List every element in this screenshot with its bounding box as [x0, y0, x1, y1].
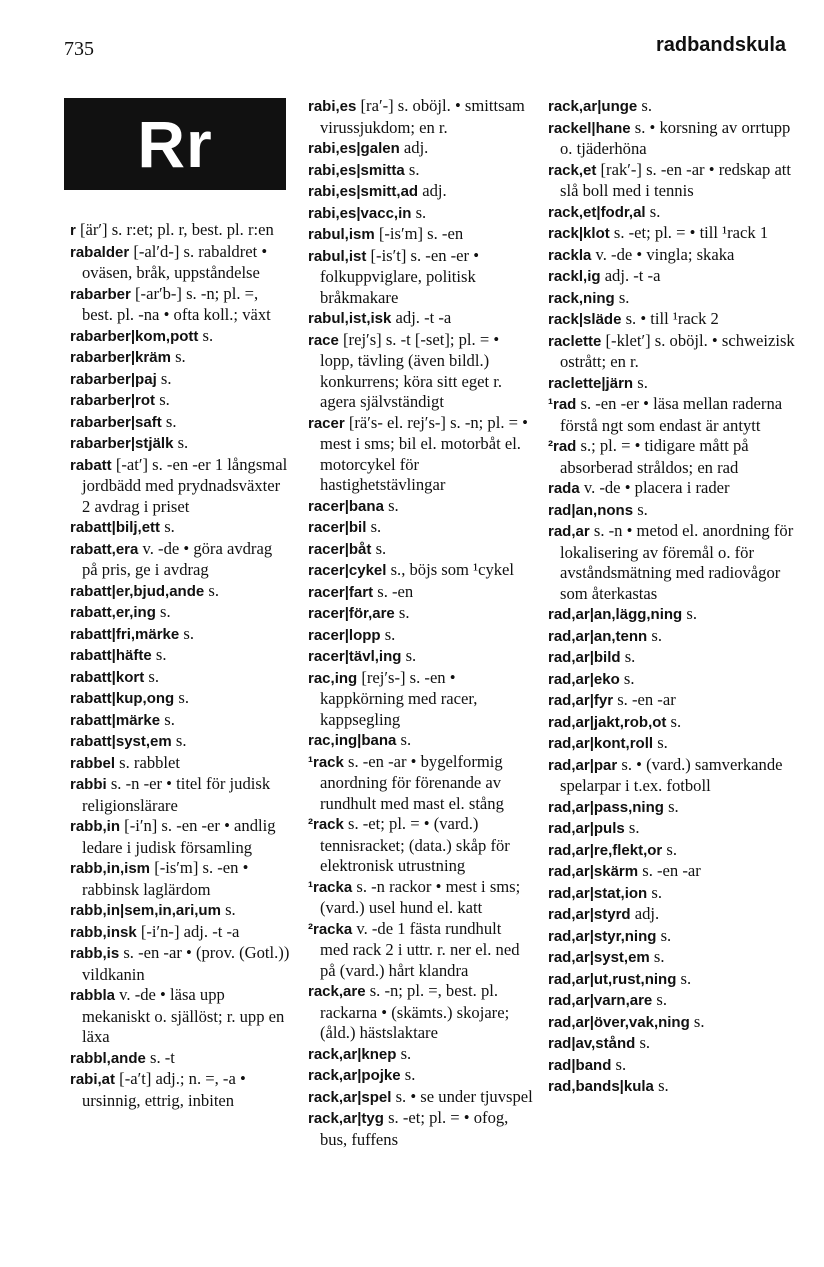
dictionary-entry	[308, 496, 534, 518]
dictionary-entry	[70, 433, 290, 455]
entry-headword: raclette	[548, 332, 602, 350]
entry-definition: s.; pl. = • tidigare mått på absorberad stråldos; en rad	[560, 436, 749, 477]
dictionary-entry	[308, 160, 534, 182]
entry-definition: v. -de • placera i rader	[583, 478, 730, 497]
entry-definition: s. -en -ar	[642, 861, 701, 880]
dictionary-entry	[548, 797, 796, 819]
entry-headword: rack,ning	[548, 289, 615, 307]
entry-definition: [-at′] s. -en -er 1 långsmal jordbädd med prydnadsväxter 2 avdrag i priset	[82, 454, 288, 516]
section-letter-block	[64, 98, 286, 190]
dictionary-entry	[308, 603, 534, 625]
entry-headword: rabatt|bilj,ett	[70, 519, 161, 536]
entry-headword: rad,ar|bild	[548, 649, 621, 666]
entry-headword: racer|för,are	[308, 605, 395, 622]
dictionary-entry	[548, 755, 796, 797]
entry-definition: s.	[370, 517, 382, 536]
entry-headword: rad,ar	[548, 523, 590, 540]
dictionary-entry	[70, 943, 290, 985]
entry-definition: [rak′-] s. -en -ar • redskap att slå boll med i tennis	[560, 159, 792, 200]
entry-headword: rabul,ism	[308, 226, 375, 243]
entry-definition: [-i′n] s. -en -er • andlig ledare i judisk församling	[82, 816, 276, 857]
entry-definition: s.	[400, 730, 412, 749]
dictionary-entry	[548, 118, 796, 160]
dictionary-entry	[70, 390, 290, 412]
entry-headword: rabb,insk	[70, 923, 137, 941]
entry-headword: rack|släde	[548, 311, 622, 328]
dictionary-entry	[308, 413, 534, 496]
entry-definition: s. -en	[377, 581, 414, 601]
entry-definition: adj.	[403, 138, 429, 157]
dictionary-entry	[308, 752, 534, 815]
entry-definition: s.	[183, 623, 195, 643]
entry-definition: s.	[637, 499, 648, 519]
entry-headword: rabarber|rot	[70, 392, 156, 409]
dictionary-entry	[70, 753, 290, 775]
dictionary-entry	[70, 731, 290, 753]
entry-definition: adj.	[634, 904, 660, 923]
dictionary-entry	[548, 712, 796, 734]
entry-definition: adj.	[422, 181, 447, 200]
dictionary-entry	[548, 223, 796, 245]
dictionary-entry	[308, 1108, 534, 1150]
entry-headword: rabarber	[70, 285, 131, 303]
dictionary-entry	[548, 647, 796, 669]
entry-definition: [rej′s] s. -t [-set]; pl. = • lopp, tävling (även bildl.) konkurrens; köra sitt eget r. agera självständigt	[320, 329, 503, 411]
entry-headword: race	[308, 331, 339, 349]
entry-definition: s.	[651, 882, 662, 902]
entry-headword: rabbi	[70, 776, 107, 793]
entry-definition: s.	[618, 287, 630, 307]
entry-definition: [-is′m] s. -en	[378, 224, 464, 243]
entry-headword: racer|bil	[308, 519, 367, 536]
dictionary-entry	[308, 181, 534, 203]
dictionary-entry	[548, 626, 796, 648]
entry-definition: s.	[177, 433, 189, 452]
entry-definition: [-al′d-] s. rabaldret • oväsen, bråk, uppståndelse	[82, 241, 268, 282]
entry-definition: [-ar′b-] s. -n; pl. =, best. pl. -na • ofta koll.; växt	[82, 283, 271, 324]
entry-headword: rack,et|fodr,al	[548, 203, 646, 221]
entry-definition: s.	[670, 711, 682, 731]
entry-definition: s.	[155, 645, 167, 664]
dictionary-entry	[70, 369, 290, 391]
dictionary-entry	[70, 539, 290, 581]
entry-headword: rad,ar|styrd	[548, 906, 631, 923]
entry-headword: rack,ar|tyg	[308, 1110, 384, 1127]
entry-headword: rad,ar|jakt,rob,ot	[548, 713, 667, 731]
dictionary-entry	[548, 436, 796, 478]
dictionary-entry	[548, 245, 796, 267]
entry-definition: s.	[680, 968, 692, 988]
dictionary-entry	[70, 326, 290, 348]
entry-headword: rackla	[548, 246, 592, 264]
entry-definition: s.	[148, 666, 159, 686]
entry-headword: rac,ing	[308, 669, 358, 687]
entry-headword: rabatt|kort	[70, 668, 145, 686]
dictionary-entry	[548, 373, 796, 395]
entry-definition: [-i′n-] adj. -t -a	[140, 921, 240, 941]
dictionary-entry	[308, 224, 534, 246]
entry-definition: adj. -t -a	[604, 266, 661, 285]
entry-headword: rabarber|saft	[70, 413, 162, 431]
dictionary-entry	[308, 246, 534, 309]
entry-headword: ²rack	[308, 816, 344, 833]
dictionary-entry	[70, 1069, 290, 1111]
dictionary-entry	[548, 1033, 796, 1055]
dictionary-entry	[548, 478, 796, 500]
entry-headword: rad,ar|skärm	[548, 863, 639, 880]
entry-headword: rad,ar|fyr	[548, 692, 614, 709]
entry-definition: [-klet′] s. oböjl. • schweizisk ostrått; en r.	[560, 330, 795, 371]
entry-definition: s.	[641, 96, 653, 115]
entry-headword: rack,et	[548, 161, 597, 179]
entry-definition: s.	[225, 900, 236, 919]
entry-headword: rada	[548, 480, 580, 497]
dictionary-entry	[548, 604, 796, 626]
dictionary-entry	[308, 1087, 534, 1109]
entry-headword: rabatt,era	[70, 540, 139, 558]
entry-definition: v. -de • läsa upp mekaniskt o. själlöst; r. upp en läxa	[82, 985, 285, 1046]
entry-headword: rabarber|stjälk	[70, 435, 174, 452]
entry-headword: rad|an,nons	[548, 501, 634, 519]
entry-headword: rabatt|häfte	[70, 647, 152, 664]
entry-headword: rabarber|paj	[70, 370, 157, 388]
entry-headword: rad,ar|varn,are	[548, 992, 653, 1009]
entry-definition: v. -de • göra avdrag på pris, ge i avdrag	[82, 538, 273, 579]
entry-headword: racer|bana	[308, 497, 384, 515]
entry-headword: ²racka	[308, 920, 353, 938]
entry-definition: s.	[388, 495, 399, 515]
entry-definition: [är′] s. r:et; pl. r, best. pl. r:en	[80, 220, 274, 239]
column-1	[70, 220, 290, 1111]
entry-definition: s.	[160, 368, 172, 388]
entry-headword: rack,ar|knep	[308, 1045, 397, 1063]
dictionary-entry	[70, 816, 290, 858]
entry-headword: rad|band	[548, 1056, 612, 1074]
entry-definition: s.	[384, 624, 396, 644]
dictionary-entry	[548, 1012, 796, 1034]
entry-definition: s. -et; pl. = • ofog, bus, fuffens	[320, 1108, 509, 1149]
entry-definition: s.	[164, 517, 175, 536]
dictionary-entry	[308, 668, 534, 731]
dictionary-entry	[70, 412, 290, 434]
entry-headword: rabb,in	[70, 818, 121, 835]
entry-definition: s.	[408, 159, 420, 179]
entry-definition: s.	[651, 625, 662, 645]
dictionary-entry	[548, 733, 796, 755]
entry-definition: [-is′m] s. -en • rabbinsk laglärdom	[82, 858, 249, 899]
page-number: 735	[64, 38, 94, 60]
entry-definition: s.	[375, 538, 387, 558]
entry-definition: s.	[657, 733, 668, 752]
entry-definition: s.	[202, 325, 214, 345]
entry-headword: rad,ar|stat,ion	[548, 884, 648, 902]
entry-definition: s.	[658, 1076, 669, 1095]
entry-definition: s. -n rackor • mest i sms; (vard.) usel hund el. katt	[320, 876, 521, 917]
column-2	[308, 96, 534, 1150]
entry-definition: s.	[175, 347, 186, 366]
dictionary-entry	[548, 818, 796, 840]
entry-headword: ¹rad	[548, 396, 577, 413]
entry-headword: rad,ar|kont,roll	[548, 735, 654, 752]
entry-definition: s. -n; pl. =, best. pl. rackarna • (skämts.) skojare; (åld.) hästslaktare	[320, 981, 510, 1042]
dictionary-entry	[70, 922, 290, 944]
entry-headword: racer|fart	[308, 583, 374, 601]
entry-headword: rabatt|syst,em	[70, 733, 172, 750]
entry-headword: rackel|hane	[548, 119, 631, 137]
entry-headword: rabbel	[70, 754, 116, 772]
dictionary-entry	[548, 500, 796, 522]
column-3	[548, 96, 796, 1098]
dictionary-entry	[70, 284, 290, 326]
dictionary-entry	[308, 1065, 534, 1087]
dictionary-entry	[70, 517, 290, 539]
dictionary-entry	[70, 985, 290, 1048]
entry-headword: rack,ar|spel	[308, 1088, 392, 1106]
entry-headword: ¹racka	[308, 878, 353, 896]
entry-headword: rad,ar|puls	[548, 820, 625, 837]
dictionary-entry	[308, 517, 534, 539]
entry-definition: s.	[660, 925, 672, 945]
entry-definition: s.	[615, 1054, 627, 1074]
dictionary-entry	[308, 330, 534, 413]
entry-definition: adj. -t -a	[395, 308, 452, 327]
entry-definition: v. -de • vingla; skaka	[595, 244, 735, 264]
entry-definition: s.	[164, 709, 175, 729]
entry-definition: s.	[398, 603, 410, 622]
entry-headword: rabatt	[70, 456, 112, 474]
entry-definition: s.	[639, 1033, 651, 1052]
entry-headword: rabarber|kom,pott	[70, 327, 199, 345]
entry-definition: s.	[686, 604, 697, 623]
entry-headword: ²rad	[548, 438, 577, 455]
entry-definition: s.	[628, 818, 640, 837]
entry-definition: s.	[649, 201, 661, 221]
entry-headword: rabbla	[70, 987, 116, 1004]
entry-definition: v. -de 1 fästa rundhult med rack 2 i uttr. r. ner el. ned på (vard.) hårt klandra	[320, 918, 520, 980]
dictionary-entry	[548, 96, 796, 118]
entry-headword: rack,ar|unge	[548, 98, 638, 115]
dictionary-entry	[548, 840, 796, 862]
entry-definition: s.	[653, 947, 665, 966]
entry-definition: s. • (vard.) samverkande spelarpar i t.ex. fotboll	[560, 754, 783, 795]
entry-headword: rabi,es|smitta	[308, 161, 405, 179]
dictionary-entry	[548, 669, 796, 691]
entry-headword: rabi,es	[308, 98, 357, 115]
entry-definition: s.	[208, 580, 219, 600]
dictionary-entry	[548, 690, 796, 712]
dictionary-entry	[548, 883, 796, 905]
dictionary-entry	[548, 1055, 796, 1077]
dictionary-entry	[548, 309, 796, 331]
entry-headword: rabb,in,ism	[70, 860, 151, 877]
entry-headword: rack,ar|pojke	[308, 1067, 401, 1084]
entry-definition: s. -et; pl. = • (vard.) tennisracket; (data.) skåp för elektronisk utrustning	[320, 814, 510, 875]
entry-definition: s.	[400, 1043, 412, 1063]
entry-definition: s.	[693, 1011, 705, 1031]
dictionary-entry	[308, 1044, 534, 1066]
entry-definition: s.	[666, 839, 678, 859]
entry-headword: rad,ar|re,flekt,or	[548, 841, 663, 859]
entry-headword: rad,ar|över,vak,ning	[548, 1013, 690, 1031]
entry-headword: rabarber|kräm	[70, 349, 171, 366]
entry-definition: s. • till ¹rack 2	[625, 309, 719, 328]
entry-definition: s. -t	[150, 1047, 175, 1067]
entry-definition: [-is′t] s. -en -er • folkuppviglare, politisk bråkmakare	[320, 245, 480, 307]
entry-headword: rac,ing|bana	[308, 732, 397, 749]
entry-headword: rabul,ist,isk	[308, 310, 392, 327]
entry-definition: s.	[637, 372, 648, 392]
dictionary-entry	[70, 688, 290, 710]
entry-headword: rabb,in|sem,in,ari,um	[70, 902, 221, 919]
entry-headword: rad,ar|par	[548, 756, 618, 774]
entry-definition: s. -en -ar • bygelformig anordning för förenande av rundhult med mast el. stång	[320, 751, 504, 813]
entry-headword: r	[70, 222, 76, 239]
entry-definition: s. • korsning av orrtupp o. tjäderhöna	[560, 117, 791, 158]
entry-headword: rabi,es|vacc,in	[308, 204, 412, 222]
entry-definition: s.	[415, 202, 427, 222]
dictionary-entry	[308, 981, 534, 1044]
dictionary-entry	[548, 861, 796, 883]
dictionary-entry	[70, 242, 290, 284]
entry-definition: s. -et; pl. = • till ¹rack 1	[613, 223, 769, 242]
entry-headword: rabi,at	[70, 1071, 116, 1088]
dictionary-entry	[308, 203, 534, 225]
dictionary-entry	[70, 710, 290, 732]
entry-headword: rabul,ist	[308, 247, 367, 265]
entry-headword: ¹rack	[308, 753, 344, 771]
entry-headword: rabatt|kup,ong	[70, 690, 175, 707]
dictionary-entry	[548, 266, 796, 288]
dictionary-entry	[70, 774, 290, 816]
entry-definition: s.	[668, 796, 679, 816]
entry-headword: rabatt|märke	[70, 711, 161, 729]
dictionary-entry	[548, 947, 796, 969]
dictionary-entry	[308, 919, 534, 982]
dictionary-entry	[308, 308, 534, 330]
entry-definition: [rä′s- el. rej′s-] s. -n; pl. = • mest i sms; bil el. motorbåt el. motorcykel för hastighetstävlingar	[320, 412, 528, 494]
entry-headword: rabb,is	[70, 945, 120, 962]
dictionary-entry	[548, 160, 796, 202]
dictionary-entry	[308, 560, 534, 582]
entry-definition: s.	[165, 411, 177, 431]
dictionary-entry	[548, 331, 796, 373]
entry-headword: racer|cykel	[308, 562, 387, 579]
entry-definition: s.	[159, 390, 170, 409]
entry-headword: rad|av,stånd	[548, 1035, 636, 1052]
dictionary-entry	[308, 646, 534, 668]
entry-definition: [ra′-] s. oböjl. • smittsam virussjukdom; en r.	[320, 96, 525, 137]
dictionary-entry	[70, 1048, 290, 1070]
entry-headword: rack|klot	[548, 225, 610, 242]
entry-headword: rabi,es|galen	[308, 140, 400, 157]
entry-definition: s.	[656, 990, 668, 1009]
entry-headword: racer|båt	[308, 540, 372, 558]
entry-definition: [-a′t] adj.; n. =, -a • ursinnig, ettrig, inbiten	[82, 1069, 246, 1110]
dictionary-entry	[70, 347, 290, 369]
entry-definition: s.	[623, 668, 635, 688]
dictionary-entry	[548, 202, 796, 224]
entry-definition: s.	[405, 646, 417, 665]
dictionary-entry	[548, 1076, 796, 1098]
entry-definition: s. -en -ar	[617, 690, 676, 709]
entry-headword: rad,ar|eko	[548, 670, 620, 688]
entry-headword: rad,ar|syst,em	[548, 949, 650, 966]
dictionary-entry	[70, 220, 290, 242]
entry-headword: rabalder	[70, 243, 130, 261]
dictionary-entry	[548, 394, 796, 436]
entry-definition: [rej′s-] s. -en • kappkörning med racer, kappsegling	[320, 667, 478, 729]
entry-headword: rad,ar|an,tenn	[548, 627, 648, 645]
dictionary-entry	[70, 900, 290, 922]
entry-headword: raclette|järn	[548, 374, 634, 392]
entry-headword: rad,ar|an,lägg,ning	[548, 606, 683, 623]
dictionary-entry	[308, 582, 534, 604]
entry-headword: rad,ar|pass,ning	[548, 798, 664, 816]
entry-definition: s. • se under tjuvspel	[395, 1086, 533, 1106]
dictionary-entry	[70, 581, 290, 603]
dictionary-entry	[548, 288, 796, 310]
section-letter: Rr	[137, 107, 213, 181]
dictionary-entry	[70, 624, 290, 646]
dictionary-entry	[308, 96, 534, 138]
dictionary-entry	[548, 904, 796, 926]
dictionary-entry	[70, 455, 290, 518]
entry-headword: rad,ar|ut,rust,ning	[548, 970, 677, 988]
entry-headword: racer	[308, 414, 345, 432]
dictionary-entry	[70, 858, 290, 900]
entry-definition: s.	[175, 731, 187, 750]
running-head: radbandskula	[655, 34, 786, 56]
dictionary-entry	[308, 730, 534, 752]
entry-headword: rabbl,ande	[70, 1049, 146, 1067]
entry-headword: rabatt|er,bjud,ande	[70, 582, 205, 600]
entry-definition: s.	[178, 688, 189, 707]
entry-headword: rack,are	[308, 983, 366, 1000]
dictionary-entry	[308, 625, 534, 647]
dictionary-entry	[548, 969, 796, 991]
entry-headword: rad,bands|kula	[548, 1078, 654, 1095]
entry-headword: racer|lopp	[308, 626, 381, 644]
entry-definition: s. -n -er • titel för judisk religionslärare	[82, 774, 271, 815]
dictionary-entry	[308, 138, 534, 160]
entry-definition: s. -en -er • läsa mellan raderna förstå ngt som endast är antytt	[560, 394, 783, 435]
entry-definition: s. -n • metod el. anordning för lokalisering av föremål o. för avståndsmätning med radiovågor som återkastas	[560, 521, 794, 603]
entry-headword: rabi,es|smitt,ad	[308, 183, 419, 200]
dictionary-entry	[308, 539, 534, 561]
entry-headword: rabatt,er,ing	[70, 604, 156, 621]
dictionary-entry	[70, 602, 290, 624]
dictionary-entry	[308, 877, 534, 919]
entry-definition: s.	[404, 1065, 416, 1084]
entry-definition: s. rabblet	[119, 752, 180, 772]
entry-headword: rabatt|fri,märke	[70, 625, 180, 643]
entry-headword: rackl,ig	[548, 268, 601, 285]
dictionary-entry	[548, 926, 796, 948]
entry-definition: s., böjs som ¹cykel	[390, 560, 515, 579]
dictionary-entry	[308, 814, 534, 877]
entry-headword: rad,ar|styr,ning	[548, 927, 657, 945]
dictionary-entry	[548, 521, 796, 604]
dictionary-entry	[70, 645, 290, 667]
entry-definition: s.	[624, 647, 636, 666]
entry-headword: racer|tävl,ing	[308, 648, 402, 665]
dictionary-entry	[548, 990, 796, 1012]
dictionary-entry	[70, 667, 290, 689]
entry-definition: s. -en -ar • (prov. (Gotl.)) vildkanin	[82, 943, 290, 984]
entry-definition: s.	[160, 602, 171, 621]
